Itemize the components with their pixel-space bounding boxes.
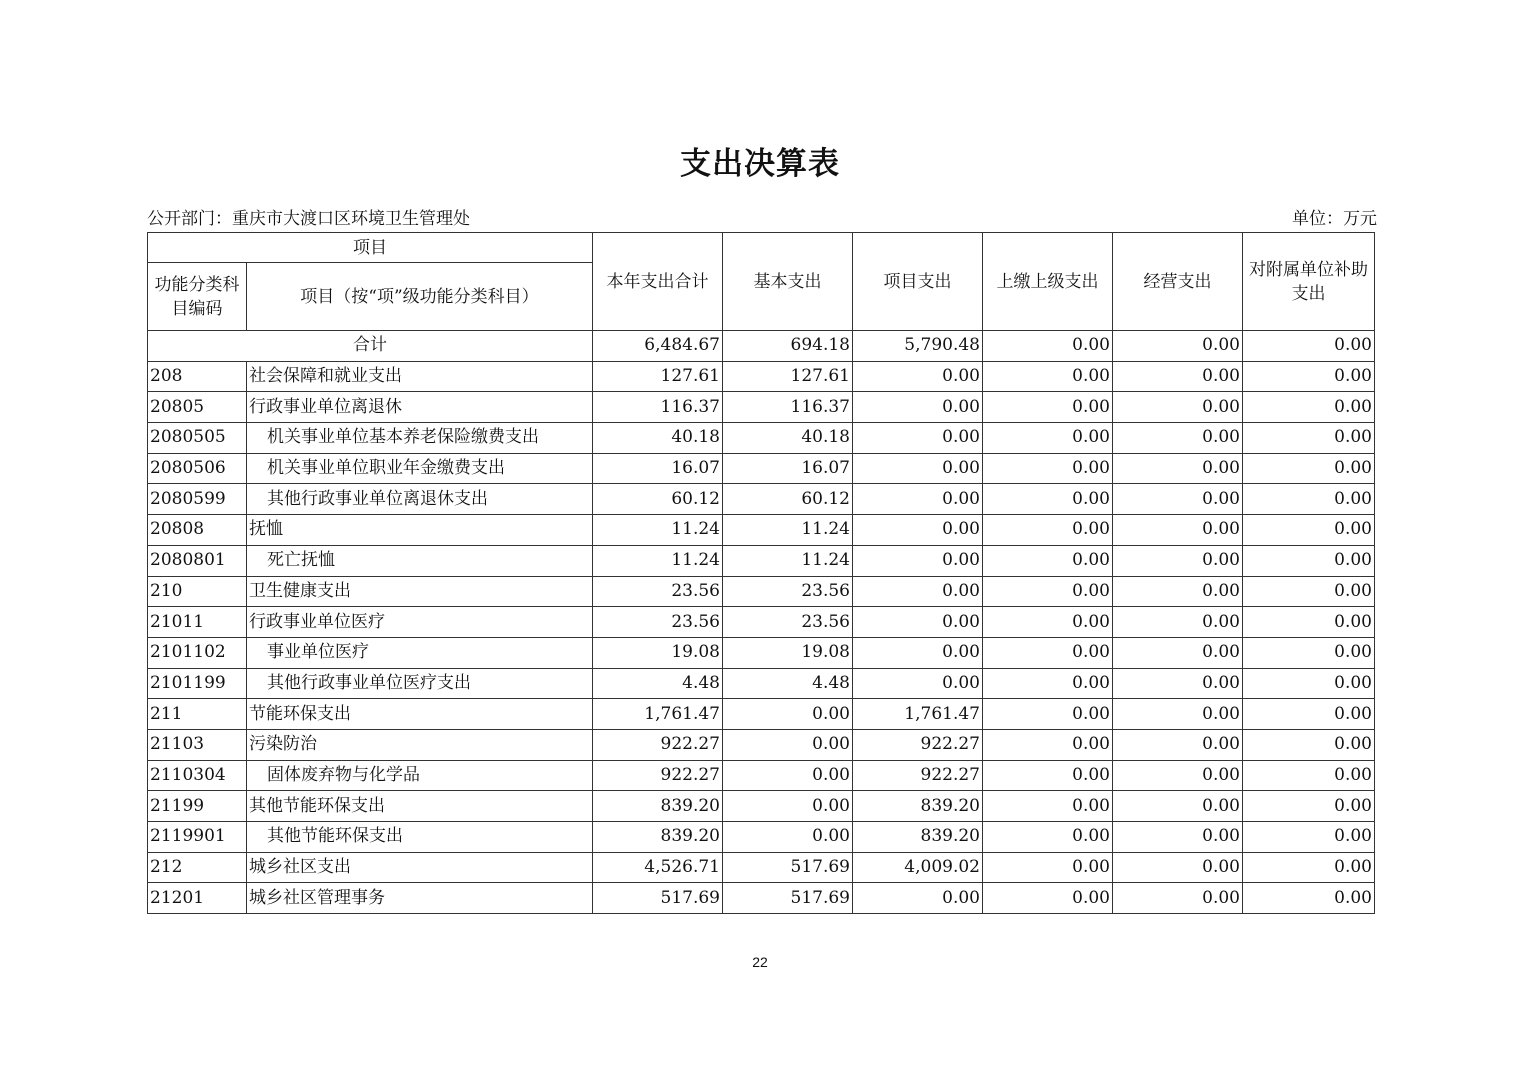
row-item: 0.00 xyxy=(853,545,983,576)
header-basic: 基本支出 xyxy=(723,233,853,331)
row-item: 0.00 xyxy=(853,515,983,546)
row-subsidy: 0.00 xyxy=(1243,791,1375,822)
row-business: 0.00 xyxy=(1113,729,1243,760)
row-basic: 19.08 xyxy=(723,637,853,668)
row-basic: 127.61 xyxy=(723,361,853,392)
row-name: 抚恤 xyxy=(247,515,593,546)
row-code: 2110304 xyxy=(148,760,247,791)
row-code: 210 xyxy=(148,576,247,607)
row-subsidy: 0.00 xyxy=(1243,852,1375,883)
row-basic: 116.37 xyxy=(723,392,853,423)
row-basic: 40.18 xyxy=(723,423,853,454)
row-name: 其他行政事业单位离退休支出 xyxy=(247,484,593,515)
header-upper: 上缴上级支出 xyxy=(983,233,1113,331)
row-upper: 0.00 xyxy=(983,852,1113,883)
row-code: 2101199 xyxy=(148,668,247,699)
row-subsidy: 0.00 xyxy=(1243,515,1375,546)
row-subsidy: 0.00 xyxy=(1243,822,1375,853)
table-row xyxy=(148,545,1375,576)
row-item: 0.00 xyxy=(853,423,983,454)
row-code: 2080801 xyxy=(148,545,247,576)
row-name: 行政事业单位医疗 xyxy=(247,607,593,638)
row-upper: 0.00 xyxy=(983,791,1113,822)
table-row xyxy=(148,392,1375,423)
table-row xyxy=(148,729,1375,760)
row-item: 0.00 xyxy=(853,668,983,699)
table-row xyxy=(148,453,1375,484)
header-item: 项目支出 xyxy=(853,233,983,331)
row-name: 城乡社区管理事务 xyxy=(247,883,593,914)
row-total: 11.24 xyxy=(593,515,723,546)
table-row xyxy=(148,576,1375,607)
row-item: 0.00 xyxy=(853,453,983,484)
row-business: 0.00 xyxy=(1113,699,1243,730)
header-project: 项目 xyxy=(148,233,593,263)
total-basic: 694.18 xyxy=(723,331,853,362)
row-name: 城乡社区支出 xyxy=(247,852,593,883)
row-total: 517.69 xyxy=(593,883,723,914)
row-basic: 0.00 xyxy=(723,729,853,760)
row-item: 0.00 xyxy=(853,484,983,515)
row-name: 其他节能环保支出 xyxy=(247,791,593,822)
table-row xyxy=(148,699,1375,730)
row-total: 23.56 xyxy=(593,607,723,638)
row-business: 0.00 xyxy=(1113,852,1243,883)
row-item: 0.00 xyxy=(853,392,983,423)
row-code: 20805 xyxy=(148,392,247,423)
header-code: 功能分类科目编码 xyxy=(148,263,247,331)
table-row xyxy=(148,883,1375,914)
row-upper: 0.00 xyxy=(983,392,1113,423)
row-upper: 0.00 xyxy=(983,484,1113,515)
row-business: 0.00 xyxy=(1113,607,1243,638)
row-code: 208 xyxy=(148,361,247,392)
row-code: 2101102 xyxy=(148,637,247,668)
row-business: 0.00 xyxy=(1113,545,1243,576)
row-subsidy: 0.00 xyxy=(1243,361,1375,392)
row-item: 0.00 xyxy=(853,637,983,668)
row-total: 922.27 xyxy=(593,760,723,791)
table-row xyxy=(148,484,1375,515)
row-upper: 0.00 xyxy=(983,545,1113,576)
row-name: 卫生健康支出 xyxy=(247,576,593,607)
row-total: 839.20 xyxy=(593,791,723,822)
department-label: 公开部门：重庆市大渡口区环境卫生管理处 xyxy=(147,209,470,229)
row-basic: 4.48 xyxy=(723,668,853,699)
row-subsidy: 0.00 xyxy=(1243,699,1375,730)
row-code: 2080506 xyxy=(148,453,247,484)
row-upper: 0.00 xyxy=(983,729,1113,760)
row-basic: 60.12 xyxy=(723,484,853,515)
row-business: 0.00 xyxy=(1113,484,1243,515)
total-business: 0.00 xyxy=(1113,331,1243,362)
table-row xyxy=(148,822,1375,853)
row-subsidy: 0.00 xyxy=(1243,668,1375,699)
row-code: 21199 xyxy=(148,791,247,822)
row-upper: 0.00 xyxy=(983,607,1113,638)
row-code: 20808 xyxy=(148,515,247,546)
row-total: 116.37 xyxy=(593,392,723,423)
row-name: 事业单位医疗 xyxy=(247,637,593,668)
header-business: 经营支出 xyxy=(1113,233,1243,331)
row-basic: 0.00 xyxy=(723,791,853,822)
row-item: 0.00 xyxy=(853,883,983,914)
row-business: 0.00 xyxy=(1113,361,1243,392)
row-total: 19.08 xyxy=(593,637,723,668)
row-code: 2080599 xyxy=(148,484,247,515)
row-subsidy: 0.00 xyxy=(1243,545,1375,576)
row-name: 死亡抚恤 xyxy=(247,545,593,576)
table-row xyxy=(148,760,1375,791)
total-subsidy: 0.00 xyxy=(1243,331,1375,362)
row-item: 0.00 xyxy=(853,607,983,638)
row-subsidy: 0.00 xyxy=(1243,453,1375,484)
row-subsidy: 0.00 xyxy=(1243,637,1375,668)
row-business: 0.00 xyxy=(1113,515,1243,546)
row-code: 21201 xyxy=(148,883,247,914)
row-code: 2119901 xyxy=(148,822,247,853)
row-item: 839.20 xyxy=(853,822,983,853)
row-business: 0.00 xyxy=(1113,883,1243,914)
row-business: 0.00 xyxy=(1113,760,1243,791)
row-upper: 0.00 xyxy=(983,637,1113,668)
table-row xyxy=(148,423,1375,454)
header-name: 项目（按“项”级功能分类科目） xyxy=(247,263,593,331)
row-subsidy: 0.00 xyxy=(1243,729,1375,760)
row-basic: 11.24 xyxy=(723,545,853,576)
row-upper: 0.00 xyxy=(983,576,1113,607)
row-business: 0.00 xyxy=(1113,453,1243,484)
row-upper: 0.00 xyxy=(983,423,1113,454)
row-subsidy: 0.00 xyxy=(1243,392,1375,423)
table-row xyxy=(148,361,1375,392)
total-label: 合计 xyxy=(148,331,593,362)
row-item: 839.20 xyxy=(853,791,983,822)
row-subsidy: 0.00 xyxy=(1243,760,1375,791)
row-upper: 0.00 xyxy=(983,668,1113,699)
row-name: 其他节能环保支出 xyxy=(247,822,593,853)
row-code: 21011 xyxy=(148,607,247,638)
row-total: 16.07 xyxy=(593,453,723,484)
row-code: 2080505 xyxy=(148,423,247,454)
table-row xyxy=(148,668,1375,699)
row-total: 839.20 xyxy=(593,822,723,853)
row-basic: 11.24 xyxy=(723,515,853,546)
row-total: 127.61 xyxy=(593,361,723,392)
table-row xyxy=(148,515,1375,546)
row-name: 污染防治 xyxy=(247,729,593,760)
row-business: 0.00 xyxy=(1113,668,1243,699)
row-item: 922.27 xyxy=(853,729,983,760)
row-business: 0.00 xyxy=(1113,423,1243,454)
row-basic: 0.00 xyxy=(723,699,853,730)
row-upper: 0.00 xyxy=(983,822,1113,853)
row-total: 4,526.71 xyxy=(593,852,723,883)
total-upper: 0.00 xyxy=(983,331,1113,362)
row-basic: 23.56 xyxy=(723,576,853,607)
row-name: 机关事业单位基本养老保险缴费支出 xyxy=(247,423,593,454)
row-total: 11.24 xyxy=(593,545,723,576)
total-amount: 6,484.67 xyxy=(593,331,723,362)
row-basic: 517.69 xyxy=(723,852,853,883)
row-name: 机关事业单位职业年金缴费支出 xyxy=(247,453,593,484)
row-total: 4.48 xyxy=(593,668,723,699)
row-item: 1,761.47 xyxy=(853,699,983,730)
row-business: 0.00 xyxy=(1113,392,1243,423)
row-name: 节能环保支出 xyxy=(247,699,593,730)
row-basic: 0.00 xyxy=(723,822,853,853)
row-business: 0.00 xyxy=(1113,637,1243,668)
row-subsidy: 0.00 xyxy=(1243,576,1375,607)
row-business: 0.00 xyxy=(1113,576,1243,607)
page-number: 22 xyxy=(752,954,768,970)
row-item: 0.00 xyxy=(853,576,983,607)
total-item: 5,790.48 xyxy=(853,331,983,362)
row-basic: 517.69 xyxy=(723,883,853,914)
table-row xyxy=(148,607,1375,638)
row-item: 922.27 xyxy=(853,760,983,791)
page-title: 支出决算表 xyxy=(680,146,840,182)
row-upper: 0.00 xyxy=(983,760,1113,791)
header-total: 本年支出合计 xyxy=(593,233,723,331)
unit-label: 单位：万元 xyxy=(1292,209,1377,229)
row-subsidy: 0.00 xyxy=(1243,423,1375,454)
row-code: 21103 xyxy=(148,729,247,760)
row-subsidy: 0.00 xyxy=(1243,883,1375,914)
total-row xyxy=(148,331,1375,362)
row-name: 行政事业单位离退休 xyxy=(247,392,593,423)
row-code: 211 xyxy=(148,699,247,730)
row-name: 其他行政事业单位医疗支出 xyxy=(247,668,593,699)
row-item: 0.00 xyxy=(853,361,983,392)
row-upper: 0.00 xyxy=(983,699,1113,730)
row-basic: 23.56 xyxy=(723,607,853,638)
row-code: 212 xyxy=(148,852,247,883)
table-row xyxy=(148,852,1375,883)
row-total: 40.18 xyxy=(593,423,723,454)
row-basic: 0.00 xyxy=(723,760,853,791)
row-total: 60.12 xyxy=(593,484,723,515)
row-basic: 16.07 xyxy=(723,453,853,484)
row-upper: 0.00 xyxy=(983,515,1113,546)
row-business: 0.00 xyxy=(1113,822,1243,853)
row-upper: 0.00 xyxy=(983,361,1113,392)
row-subsidy: 0.00 xyxy=(1243,607,1375,638)
header-subsidy: 对附属单位补助支出 xyxy=(1243,233,1375,331)
table-row xyxy=(148,637,1375,668)
row-upper: 0.00 xyxy=(983,453,1113,484)
row-total: 1,761.47 xyxy=(593,699,723,730)
row-name: 固体废弃物与化学品 xyxy=(247,760,593,791)
table-row xyxy=(148,791,1375,822)
row-total: 23.56 xyxy=(593,576,723,607)
row-item: 4,009.02 xyxy=(853,852,983,883)
row-business: 0.00 xyxy=(1113,791,1243,822)
expenditure-table xyxy=(147,232,1375,914)
row-name: 社会保障和就业支出 xyxy=(247,361,593,392)
row-total: 922.27 xyxy=(593,729,723,760)
row-subsidy: 0.00 xyxy=(1243,484,1375,515)
row-upper: 0.00 xyxy=(983,883,1113,914)
